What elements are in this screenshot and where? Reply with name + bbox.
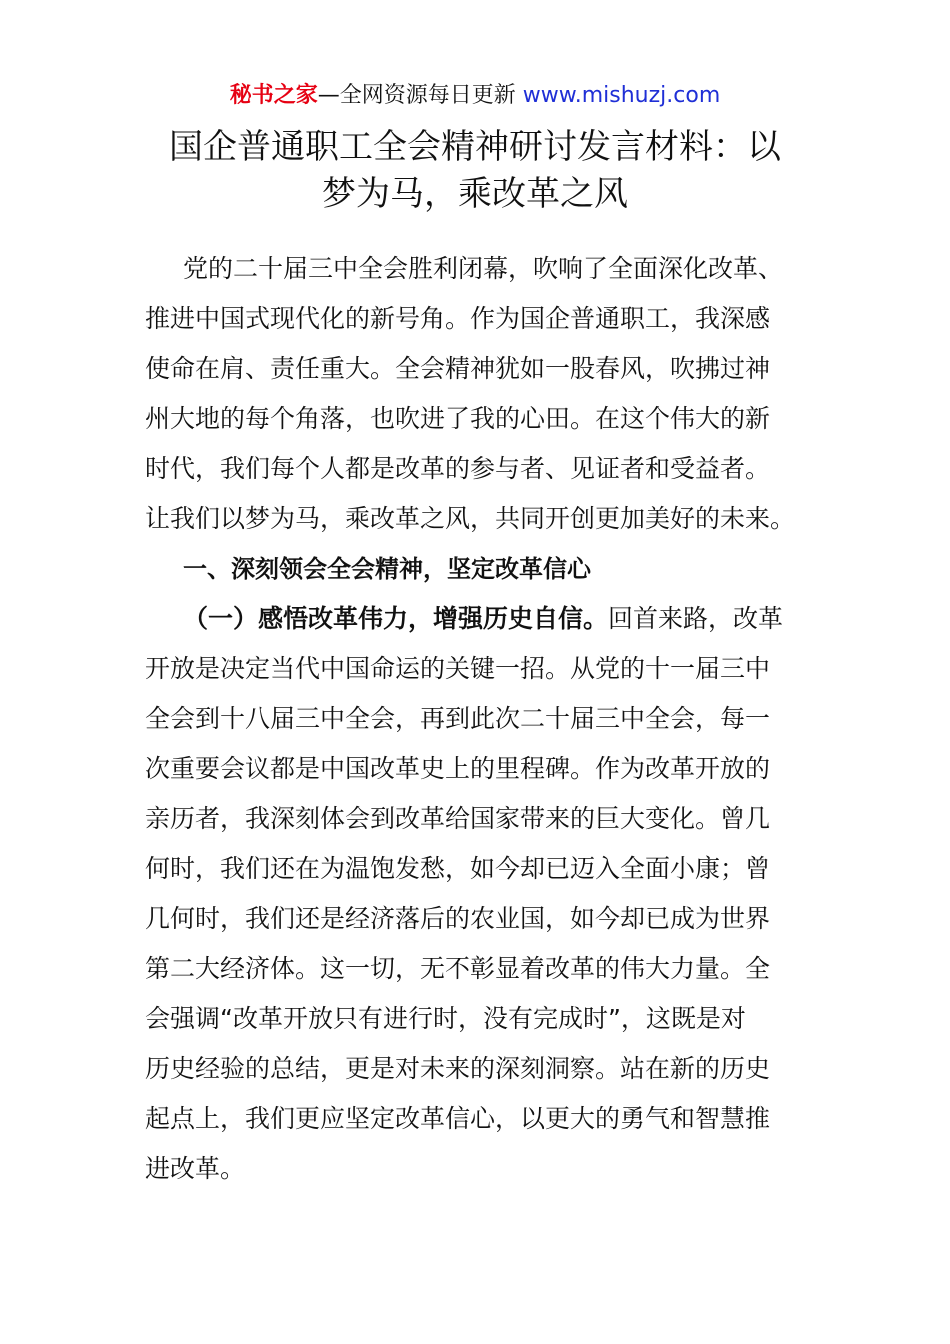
subsection-1-line: 起点上，我们更应坚定改革信心，以更大的勇气和智慧推 (145, 1104, 771, 1133)
subsection-1-line: 会强调“改革开放只有进行时，没有完成时”，这既是对 (145, 1004, 746, 1033)
subsection-1-line: 开放是决定当代中国命运的关键一招。从党的十一届三中 (145, 654, 771, 683)
subsection-1-first-line (145, 600, 810, 650)
section-1-heading: 一、深刻领会全会精神，坚定改革信心 (183, 555, 591, 583)
site-brand: 秘书之家 (229, 83, 318, 108)
site-header (0, 80, 950, 112)
subsection-1-line: 全会到十八届三中全会，再到此次二十届三中全会，每一 (145, 704, 771, 733)
title-line-1: 国企普通职工全会精神研讨发言材料：以 (169, 127, 781, 167)
subsection-1-lead-rest: 回首来路，改革 (608, 604, 784, 633)
paragraph-1-line: 党的二十届三中全会胜利闭幕，吹响了全面深化改革、 (183, 254, 784, 283)
subsection-1-line: 何时，我们还在为温饱发愁，如今却已迈入全面小康；曾 (145, 854, 771, 883)
document-title (120, 124, 830, 218)
subsection-1-line: 亲历者，我深刻体会到改革给国家带来的巨大变化。曾几 (145, 804, 771, 833)
subsection-1-line: 几何时，我们还是经济落后的农业国，如今却已成为世界 (145, 904, 771, 933)
subsection-1-bold-lead: （一）感悟改革伟力，增强历史自信。 (183, 604, 609, 633)
paragraph-1-line: 时代，我们每个人都是改革的参与者、见证者和受益者。 (145, 454, 771, 483)
paragraph-1-line: 让我们以梦为马，乘改革之风，共同开创更加美好的未来。 (145, 504, 796, 533)
document-body (145, 250, 810, 1200)
title-line-2: 梦为马，乘改革之风 (322, 174, 628, 214)
paragraph-1-line: 州大地的每个角落，也吹进了我的心田。在这个伟大的新 (145, 404, 771, 433)
paragraph-1-line: 推进中国式现代化的新号角。作为国企普通职工，我深感 (145, 304, 771, 333)
site-tagline: —全网资源每日更新 (317, 83, 523, 108)
subsection-1-line: 第二大经济体。这一切，无不彰显着改革的伟大力量。全 (145, 954, 771, 983)
subsection-1-line: 历史经验的总结，更是对未来的深刻洞察。站在新的历史 (145, 1054, 771, 1083)
subsection-1-line: 次重要会议都是中国改革史上的里程碑。作为改革开放的 (145, 754, 771, 783)
site-url-link[interactable]: www.mishuzj.com (522, 83, 721, 108)
paragraph-1-line: 使命在肩、责任重大。全会精神犹如一股春风，吹拂过神 (145, 354, 771, 383)
subsection-1-line: 进改革。 (145, 1154, 246, 1183)
